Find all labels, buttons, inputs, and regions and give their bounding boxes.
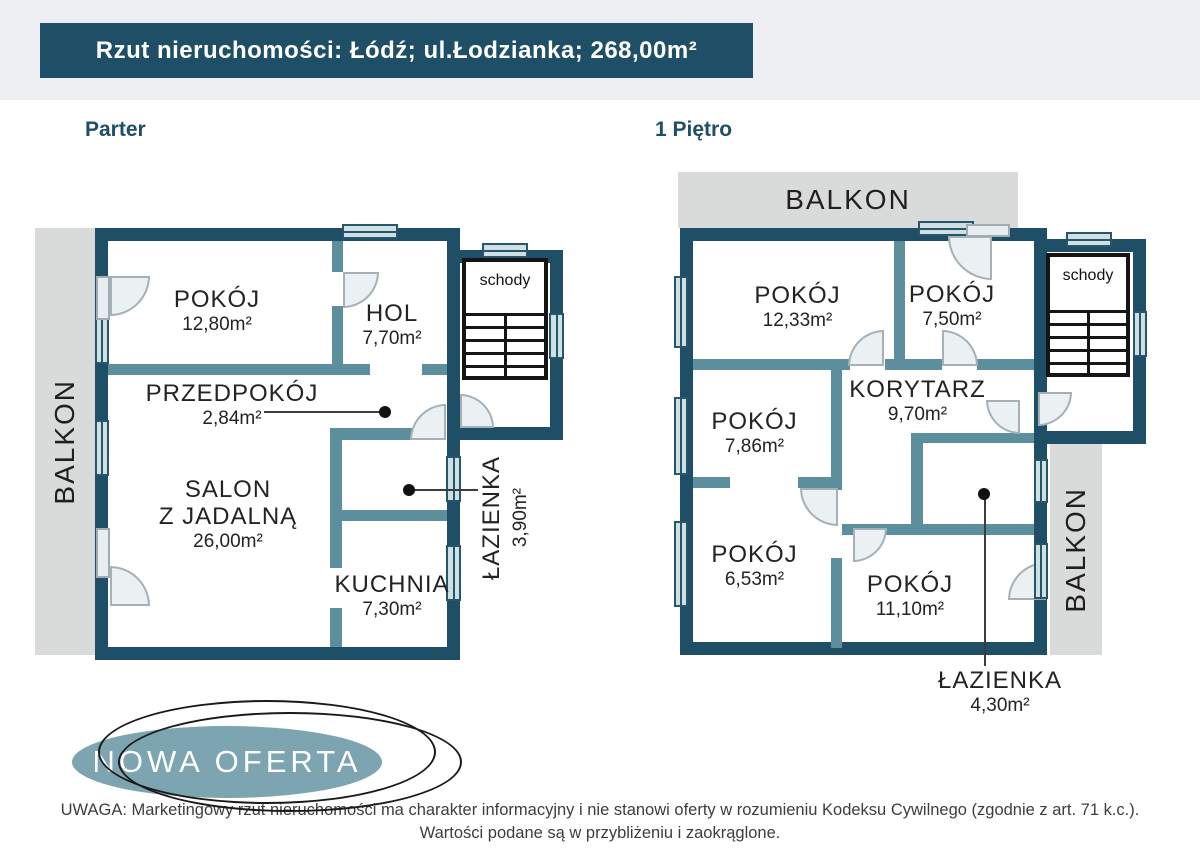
room-area: 7,30m² xyxy=(362,598,422,620)
room-label-kuchnia xyxy=(322,572,462,620)
room-area: 9,70m² xyxy=(887,403,948,425)
interior-wall xyxy=(885,359,942,370)
door-leaf xyxy=(96,276,110,320)
room-area: 3,90m² xyxy=(510,488,531,548)
pietro-balcony-right xyxy=(1050,444,1102,655)
room-area: 12,80m² xyxy=(182,313,252,335)
pietro-balcony-top-label: BALKON xyxy=(785,184,911,215)
room-area: 11,10m² xyxy=(875,598,945,620)
floor-title-parter: Parter xyxy=(85,118,146,141)
room-label-salon xyxy=(128,477,328,552)
floor-title-pietro: 1 Piętro xyxy=(655,118,733,141)
window xyxy=(674,276,688,348)
room-name: PRZEDPOKÓJ xyxy=(145,380,319,407)
room-label-pokoj-653 xyxy=(692,542,817,590)
header-banner xyxy=(40,23,753,78)
room-label-lazienka-parter xyxy=(476,448,508,588)
interior-wall xyxy=(831,558,842,648)
room-name: POKÓJ xyxy=(173,286,261,313)
door-leaf xyxy=(966,224,1010,237)
room-area: 26,00m² xyxy=(193,530,263,552)
interior-wall xyxy=(911,443,923,528)
window xyxy=(1034,459,1048,503)
room-area: 4,30m² xyxy=(970,694,1030,716)
room-label-pokoj-750 xyxy=(892,282,1012,330)
logo-text: NOWA OFERTA xyxy=(92,744,362,779)
room-name: KORYTARZ xyxy=(849,376,986,403)
room-name: POKÓJ xyxy=(908,281,996,308)
window xyxy=(95,318,109,364)
room-area: 2,84m² xyxy=(202,407,262,429)
leader-line xyxy=(264,411,384,413)
room-name: ŁAZIENKA xyxy=(937,667,1063,694)
header-banner-text: Rzut nieruchomości: Łódź; ul.Łodzianka; 268,00m² xyxy=(95,36,698,64)
interior-wall xyxy=(422,364,447,375)
parter-stairs-label: schody xyxy=(479,272,531,289)
room-name: SALON xyxy=(184,476,272,503)
window xyxy=(549,313,564,359)
parter-stairs xyxy=(462,258,548,380)
room-area: 6,53m² xyxy=(724,568,785,590)
room-area: 7,70m² xyxy=(362,327,422,349)
exterior-wall xyxy=(1040,431,1146,444)
room-name: POKÓJ xyxy=(711,541,798,568)
room-label-lazienka-pietro xyxy=(910,668,1090,716)
interior-wall xyxy=(911,433,1034,443)
interior-wall xyxy=(831,370,842,490)
room-area: 12,33m² xyxy=(762,309,833,331)
interior-wall xyxy=(330,428,342,568)
window xyxy=(1034,543,1048,599)
room-name: Z JADALNĄ xyxy=(158,502,298,530)
pietro-stairs xyxy=(1046,253,1130,377)
window xyxy=(446,456,461,502)
parter-balcony-left xyxy=(35,228,95,655)
room-label-pokoj-parter xyxy=(142,287,292,335)
interior-wall xyxy=(693,359,850,370)
interior-wall xyxy=(342,510,447,521)
room-label-korytarz xyxy=(845,377,990,425)
window xyxy=(95,420,109,476)
pietro-balcony-top xyxy=(678,172,1018,228)
exterior-wall xyxy=(95,228,460,241)
interior-wall xyxy=(332,428,412,440)
exterior-wall xyxy=(680,642,1047,655)
parter-balcony-left-label: BALKON xyxy=(49,378,80,505)
leader-dot xyxy=(403,484,415,496)
stairs-treads xyxy=(1049,310,1127,374)
disclaimer-line-1: UWAGA: Marketingowy rzut nieruchomości ma charakter informacyjny i nie stanowi oferty w rozumieniu Kodeksu Cywilnego (zgodnie z art. 71 k.c.). xyxy=(60,801,1140,819)
room-label-pokoj-1233 xyxy=(720,283,875,331)
room-name: KUCHNIA xyxy=(334,571,450,598)
interior-wall xyxy=(693,477,730,488)
room-label-przedpokoj xyxy=(120,381,344,429)
leader-dot xyxy=(379,406,391,418)
leader-line xyxy=(414,489,478,491)
exterior-wall xyxy=(95,647,460,660)
leader-dot xyxy=(978,488,990,500)
room-name: HOL xyxy=(365,300,419,327)
logo-ellipse xyxy=(72,726,382,798)
room-label-pokoj-1110 xyxy=(845,572,975,620)
room-label-pokoj-786 xyxy=(692,409,817,457)
window xyxy=(674,521,688,607)
exterior-wall xyxy=(448,427,563,440)
window xyxy=(1133,311,1147,357)
window xyxy=(674,397,688,475)
interior-wall xyxy=(108,364,370,375)
room-name: POKÓJ xyxy=(711,408,798,435)
room-area-lazienka-parter xyxy=(508,468,534,568)
pietro-stairs-label: schody xyxy=(1062,267,1114,284)
interior-wall xyxy=(977,359,1034,370)
interior-wall xyxy=(332,241,343,272)
interior-wall xyxy=(798,477,831,488)
room-area: 7,50m² xyxy=(922,308,982,330)
window xyxy=(342,224,398,239)
door-leaf xyxy=(96,528,110,578)
window xyxy=(482,243,528,258)
room-label-hol xyxy=(332,301,452,349)
pietro-balcony-right-label: BALKON xyxy=(1060,486,1091,613)
disclaimer-line-2: Wartości podane są w przybliżeniu i zaokrąglone. xyxy=(419,824,781,842)
room-name: POKÓJ xyxy=(754,282,841,309)
room-area: 7,86m² xyxy=(724,435,785,457)
leader-line xyxy=(984,494,986,666)
window xyxy=(1066,232,1112,247)
stairs-treads xyxy=(465,313,545,377)
room-name: ŁAZIENKA xyxy=(478,455,505,581)
room-name: POKÓJ xyxy=(866,571,954,598)
